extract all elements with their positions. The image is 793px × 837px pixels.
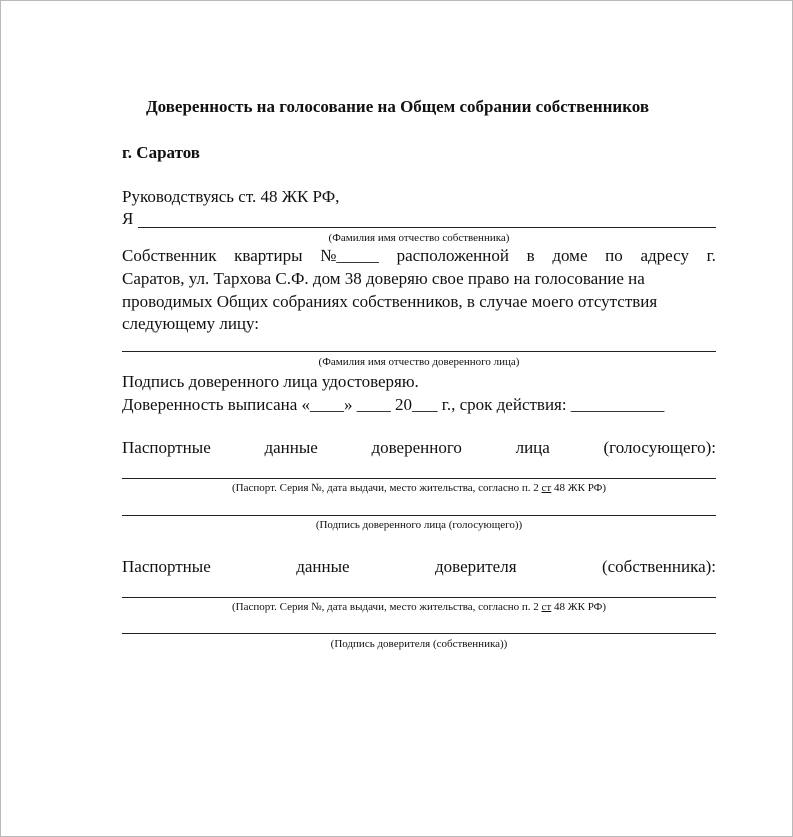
- passport-word: (голосующего):: [603, 438, 716, 457]
- owner-passport-line: [122, 597, 716, 598]
- caption-st: ст: [541, 482, 552, 494]
- proxy-signature-caption: (Подпись доверенного лица (голосующего)): [315, 519, 523, 531]
- document-title: Доверенность на голосование на Общем собрании собственников: [145, 97, 650, 116]
- caption-part: (Паспорт. Серия №, дата выдачи, место жительства, согласно п. 2: [232, 482, 542, 494]
- passport-word: данные: [264, 438, 318, 457]
- intro-line: Руководствуясь ст. 48 ЖК РФ,: [122, 187, 340, 206]
- paragraph-word: Собственник: [122, 246, 217, 265]
- signature-certify: Подпись доверенного лица удостоверяю.: [122, 372, 419, 391]
- passport-word: Паспортные: [122, 557, 211, 576]
- city-label: г. Саратов: [122, 143, 200, 162]
- passport-word: лица: [515, 438, 550, 457]
- ya-label: Я: [122, 209, 134, 228]
- passport-word: доверителя: [435, 557, 517, 576]
- paragraph-line-2: Саратов, ул. Тархова С.Ф. дом 38 доверяю свое право на голосование на: [122, 269, 645, 288]
- paragraph-word: доме: [552, 246, 588, 265]
- proxy-fio-caption: (Фамилия имя отчество доверенного лица): [318, 356, 520, 368]
- paragraph-word: расположенной: [396, 246, 509, 265]
- proxy-fio-line: [122, 351, 716, 352]
- issued-line: Доверенность выписана «____» ____ 20___ г., срок действия: ___________: [122, 395, 665, 414]
- paragraph-line-1: [122, 246, 716, 266]
- passport-word: Паспортные: [122, 438, 211, 457]
- paragraph-line-3: проводимых Общих собраниях собственников, в случае моего отсутствия: [122, 292, 658, 311]
- paragraph-word: квартиры: [234, 246, 303, 265]
- proxy-signature-line: [122, 515, 716, 516]
- caption-part: (Паспорт. Серия №, дата выдачи, место жительства, согласно п. 2: [232, 601, 542, 613]
- owner-signature-caption: (Подпись доверителя (собственника)): [330, 638, 508, 650]
- paragraph-word: по: [605, 246, 623, 265]
- proxy-passport-caption: [122, 482, 716, 494]
- passport-word: данные: [296, 557, 350, 576]
- proxy-passport-heading: [122, 438, 716, 458]
- paragraph-word: №_____: [320, 246, 379, 265]
- caption-part: 48 ЖК РФ): [551, 482, 606, 494]
- paragraph-line-4: следующему лицу:: [122, 314, 260, 333]
- paragraph-word: адресу: [640, 246, 689, 265]
- owner-passport-caption: [122, 601, 716, 613]
- paragraph-word: в: [526, 246, 535, 265]
- proxy-passport-line: [122, 478, 716, 479]
- owner-fio-caption: (Фамилия имя отчество собственника): [328, 232, 510, 244]
- owner-fio-line: [138, 227, 716, 228]
- paragraph-word: г.: [706, 246, 716, 265]
- passport-word: доверенного: [371, 438, 462, 457]
- caption-st: ст: [541, 601, 552, 613]
- passport-word: (собственника):: [601, 557, 716, 576]
- owner-signature-line: [122, 633, 716, 634]
- caption-part: 48 ЖК РФ): [551, 601, 606, 613]
- owner-passport-heading: [122, 557, 716, 577]
